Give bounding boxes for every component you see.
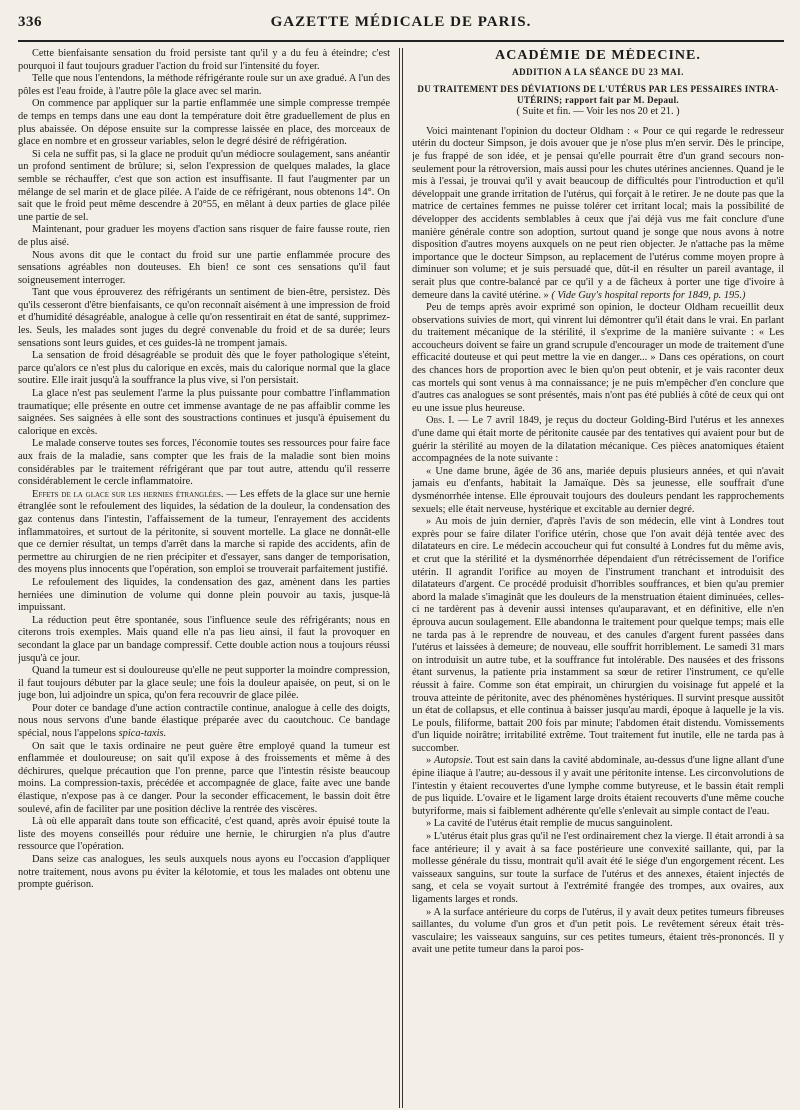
spica-term: spica-taxis. [118,728,167,740]
left-paragraph: Quand la tumeur est si douloureuse qu'elle ne peut supporter la moindre compression, il faut toujours débuter par la glace seule; une fois la douleur apaisée, on peut, si on le juge bon, lui adjoindre un spica, qu'on fera recouvrir de glace pilée. [18,665,390,702]
spica-paragraph [18,703,390,741]
hernia-text: — Les effets de la glace sur une hernie étranglée sont le refoulement des liquides, la sédation de la douleur, la condensation des gaz contenus dans l'intestin, l'affaissement de la tumeur, l'enrayement des accidents inflammatoires, et surtout de la péritonite, si souvent mortelle. La glace ne donnât-elle que ce dernier résultat, un temps d'arrêt dans la marche si rapide des accidents, afin de permettre au chirurgien de ne rien précipiter et d'essayer, sans danger de temporisation, des moyens plus innocents que l'opération, son emploi se trouverait parfaitement justifié. [18,488,390,576]
columns [18,48,784,1108]
case-paragraph: « Une dame brune, âgée de 36 ans, mariée depuis plusieurs années, et qui n'avait jamais eu d'enfants, habitait la Jamaïque. Dès sa jeunesse, elle souffrait d'une dysménorrhée intense. Elle éprouvait toujours des douleurs pendant les rapprochements sexuels; elle était nerveuse, hystérique et excitable au dernier degré. [412,465,784,515]
autopsy-paragraph: » Autopsie. Tout est sain dans la cavité abdominale, au-dessus d'une ligne allant d'une épine iliaque à l'autre; au-dessous il y avait une péritonite intense. Les circonvolutions de l'intestin y étaient recouvertes d'une lymphe comme butyreuse, et le bassin était rempli de pus liquide. L'ovaire et le ligament large droits étaient recouverts d'une même couche butyriforme, mais si faiblement adhérente qu'elle s'enlevait au simple contact de l'eau. [412,755,784,817]
observation-label: Obs. I. [426,415,455,427]
column-divider [399,48,403,1108]
left-paragraph: La sensation de froid désagréable se produit dès que le foyer pathologique s'éteint, parce qu'alors ce n'est plus du calorique en excès, mais du calorique normal que la glace soutire. Elle irait jusqu'à la souffrance la plus vive, si l'on persistait. [18,350,390,387]
left-paragraph: La réduction peut être spontanée, sous l'influence seule des réfrigérants; nous en citerons trois exemples. Mais quand elle n'a pas lieu ainsi, il faut la provoquer en secondant la glace par un bandage compressif. Cette double action nous a toujours réussi jusqu'à ce jour. [18,614,390,664]
observation-text: — Le 7 avril 1849, je reçus du docteur Golding-Bird l'utérus et les annexes d'une dame qui était morte de péritonite causée par des tentatives qui avaient pour but de guérir la stérilité au moyen de la dilatation mécanique. Ces pièces anatomiques étaient accompagnées de la note suivante : [412,415,784,465]
spica-text: Pour doter ce bandage d'une action contractile continue, analogue à celle des doigts, nous nous servons d'une bande élastique préparée avec du caoutchouc. Ce bandage spécial, nous l'appelons [18,702,390,740]
case-paragraph: » Au mois de juin dernier, d'après l'avis de son médecin, elle vint à Londres tout exprès pour se faire dilater l'orifice utérin, chose que l'on avait déjà tentée avec des dilatateurs en cire. Le médecin accoucheur qui fut consulté à Londres fut du même avis, et crut que la stérilité et la dysménorrhée dépendaient d'un rétrécissement de l'orifice utérin. Il agrandit l'orifice au moyen de l'instrument tranchant et introduisit des dilatateurs d'argent. Ce procédé produisit d'horribles souffrances, et bien qu'au premier abord la malade s'imaginât que les douleurs de la menstruation étaient diminuées, celles-ci ne tardèrent pas à devenir aussi intenses qu'auparavant, et en définitive, elle n'en éprouva aucun soulagement. Elle abandonna le traitement pour quelque temps; mais elle ne tarda pas à le reprendre de nouveau, et des canules d'argent furent passées dans l'utérus et laissées à demeure; de nouveau, elle souffrit horriblement. Le samedi 31 mars on introduisit un autre tube, et la souffrance fut intolérable. Des nausées et des frissons étant survenus, la patiente pria instamment sa sœur de retirer l'instrument, ce qu'elle réussit à faire. Comme son état empirait, un chirurgien du voisinage fut appelé et la trouva atteinte de péritonite, avec des phénomènes hystériques. Il survint presque aussitôt un état de collapsus, et elle continua à baisser jusqu'au mardi, époque à laquelle je la vis. Le pouls, filiforme, battait 200 fois par minute; l'abdomen était distendu. Vomissements d'un liquide noirâtre; irritabilité extrême. Tout traitement fut inutile, elle ne tarda pas à succomber. [412,516,784,754]
closing-paragraph: » L'utérus était plus gras qu'il ne l'est ordinairement chez la vierge. Il était arrondi à sa face antérieure; il y avait à sa face postérieure une convexité saillante, qui, par la mollesse générale du tissu, montrait qu'il avait été le siége d'un engorgement récent. Les vaisseaux sanguins, sur toute la surface de l'utérus et des annexes, étaient injectés de sang, et cela se voyait surtout à l'extrémité frangée des trompes, aux ovaires, aux ligaments larges et ronds. [412,831,784,905]
oldham-paragraph [412,126,784,302]
page-header [18,14,784,42]
left-paragraph: La glace n'est pas seulement l'arme la plus puissante pour combattre l'inflammation traumatique; elle présente en outre cet immense avantage de ne pas affaiblir comme les saignées. Ses saignées à elle sont des soustractions continues et jusqu'à épuisement du calorique en excès. [18,388,390,437]
hernia-paragraph [18,489,390,577]
left-paragraph: Là où elle apparaît dans toute son efficacité, c'est quand, après avoir épuisé toute la liste des moyens conseillés pour réduire une hernie, le chirurgien n'a plus d'autre ressource que l'opération. [18,816,390,853]
autopsy-text: Tout est sain dans la cavité abdominale, au-dessus d'une ligne allant d'une épine iliaque à l'autre; au-dessous il y avait une péritonite intense. Les circonvolutions de l'intestin y étaient recouvertes d'une lymphe comme butyreuse, et le bassin était rempli de pus liquide. L'ovaire et le ligament large droits étaient recouverts d'une même couche butyriforme, mais si faiblement adhérente qu'elle s'enlevait au simple contact de l'eau. [412,755,784,817]
oldham-reference: ( Vide Guy's hospital reports for 1849, p. 195.) [551,289,746,301]
left-paragraph: On commence par appliquer sur la partie enflammée une simple compresse trempée de temps en temps dans une eau dont la température doit être graduellement de plus en plus abaissée. On dépose ensuite sur la compresse laissée en place, des morceaux de glace en nombre et en grosseur variables, selon le degré désiré de réfrigération. [18,98,390,148]
section-heading: ACADÉMIE DE MÉDECINE. [495,48,701,63]
article-title: DU TRAITEMENT DES DÉVIATIONS DE L'UTÉRUS PAR LES PESSAIRES INTRA-UTÉRINS; rapport fait par M. Depaul. [417,84,779,106]
hernia-heading: Effets de la glace sur les hernies étranglées. [32,488,224,500]
left-paragraph: Le refoulement des liquides, la condensation des gaz, amènent dans les parties herniées une diminution de volume qui donne plein pouvoir au taxis, jusque-là impuissant. [18,576,390,614]
left-paragraph: Telle que nous l'entendons, la méthode réfrigérante roule sur un axe gradué. A l'un des pôles est l'eau froide, à l'autre pôle la glace avec sel marin. [18,73,390,97]
left-paragraph: Cette bienfaisante sensation du froid persiste tant qu'il y a du feu à éteindre; c'est pourquoi il faut toujours graduer l'action du froid sur l'intensité du foyer. [18,48,390,72]
observation-paragraph [412,415,784,465]
left-paragraph: Tant que vous éprouverez des réfrigérants un sentiment de bien-être, persistez. Dès qu'ils cesseront d'être bienfaisants, ce qu'on reconnaît aisément à une impression de froid et d'humidité désagréable, analogue à celle qu'on ressentirait en état de santé, supprimez-les. Seuls, les malades sont juges du degré convenable du froid et de sa durée; leurs sensations sont leurs guides, et ces guides-là ne trompent jamais. [18,287,390,349]
autopsy-label: Autopsie. [433,755,473,767]
left-paragraph: Nous avons dit que le contact du froid sur une partie enflammée procure des sensations agréables non douteuses. Eh bien! ce sont ces sensations qu'il faut soigneusement interroger. [18,249,390,286]
left-paragraph: Le malade conserve toutes ses forces, l'économie toutes ses ressources pour faire face aux frais de la maladie, sans compter que les frais de la maladie sont bien moins considérables par le traitement réfrigérant que par tout autre, attendu qu'il resserre considérablement le cercle inflammatoire. [18,438,390,488]
closing-paragraph: » La cavité de l'utérus était remplie de mucus sanguinolent. [426,818,673,830]
left-paragraph: Dans seize cas analogues, les seuls auxquels nous ayons eu l'occasion d'appliquer notre traitement, nous avons pu éviter la kélotomie, et tous les malades ont obtenu une prompte guérison. [18,854,390,891]
journal-title: GAZETTE MÉDICALE DE PARIS. [270,14,532,30]
left-column [18,48,390,1108]
page-number: 336 [18,14,42,30]
right-column [412,48,784,1108]
right-paragraph: Peu de temps après avoir exprimé son opinion, le docteur Oldham recueillit deux observations suivies de mort, qui vinrent lui démontrer qu'il était dans le vrai. En parlant du traitement mécanique de la stérilité, il s'exprime de la manière suivante : « Les accoucheurs doivent se faire un grand scrupule d'encourager un mode de traitement d'une efficacité douteuse et qui peut mettre la vie en danger... » Dans ces opérations, on court des chances hors de proportion avec le bien qu'on peut obtenir, et je vais raconter deux cas mortels qui sont venus à ma connaissance; je ne puis m'empêcher d'en conclure que d'autres cas analogues se sont présentés, mais n'ont pas été publiés à côté de ceux qui ont eu une issue plus heureuse. [412,302,784,414]
continuation-note: ( Suite et fin. — Voir les nos 20 et 21. ) [516,106,680,118]
closing-paragraph: » A la surface antérieure du corps de l'utérus, il y avait deux petites tumeurs fibreuses saillantes, du volume d'un gros et d'un petit pois. Le revêtement séreux était très-vasculaire; les vaisseaux sanguins, sur ces petites tumeurs, étaient très-prononcés. Il y avait une petite tumeur dans la paroi pos- [412,906,784,956]
left-paragraph: Si cela ne suffit pas, si la glace ne produit qu'un médiocre soulagement, sans anéantir un profond sentiment de brûlure; si, selon l'expression de quelques malades, la glace semble se réchauffer, c'est que son action est insuffisante. Il faut l'augmenter par un mélange de sel marin et de glace pilée. A l'aide de ce réfrigérant, nous obtenons 14°. On sait que le froid peut même descendre à 20°55, en mêlant à deux parties de glace pilée une partie de sel. [18,148,390,223]
session-heading: ADDITION A LA SÉANCE DU 23 MAI. [512,66,684,77]
left-paragraph: On sait que le taxis ordinaire ne peut guère être employé quand la tumeur est enflammée et douloureuse; on sait qu'il expose à des froissements et même à des déchirures, quelque précaution que l'on prenne, parce que l'intestin résiste beaucoup moins. La compression-taxis, précédée et accompagnée de glace, faite avec une bande élastique, n'expose pas à ce danger. Pour la seconder efficacement, le bassin doit être soulevé, afin de faciliter par une position déclive la rentrée des viscères. [18,740,390,815]
left-paragraph: Maintenant, pour graduer les moyens d'action sans risquer de faire fausse route, rien de plus aisé. [18,224,390,248]
oldham-text: Voici maintenant l'opinion du docteur Oldham : « Pour ce qui regarde le redresseur utérin du docteur Simpson, je dois avouer que je n'ose plus m'en servir. Dès le principe, je fus frappé de son idée, et je pensai qu'elle pourrait être d'un grand secours non-seulement pour la rétroversion, mais aussi pour les chutes utérines anciennes. Quand je le mis à l'essai, je trouvai qu'il y avait beaucoup de difficultés pour l'introduction et qu'il développait une grande irritation de l'utérus, qui forçait à le retirer. Je ne doute pas que la matrice de certaines femmes ne puisse tolérer cet irritant local; mais la possibilité de développer des accidents semblables à ceux que j'ai déjà vus me fait conclure d'une manière générale contre son adoption, surtout quand je songe que nous avons à notre disposition d'autres moyens auxquels on ne peut rien objecter. Je n'attache pas la même importance que le docteur Simpson, au replacement de l'utérus comme moyen propre à diminuer son volume; et je suis persuadé que, dût-il en résulter un pareil avantage, il serait plus que contre-balancé par ce qu'il y a de fâcheux à porter une tige d'ivoire à demeure dans la cavité utérine. » [412,125,784,301]
